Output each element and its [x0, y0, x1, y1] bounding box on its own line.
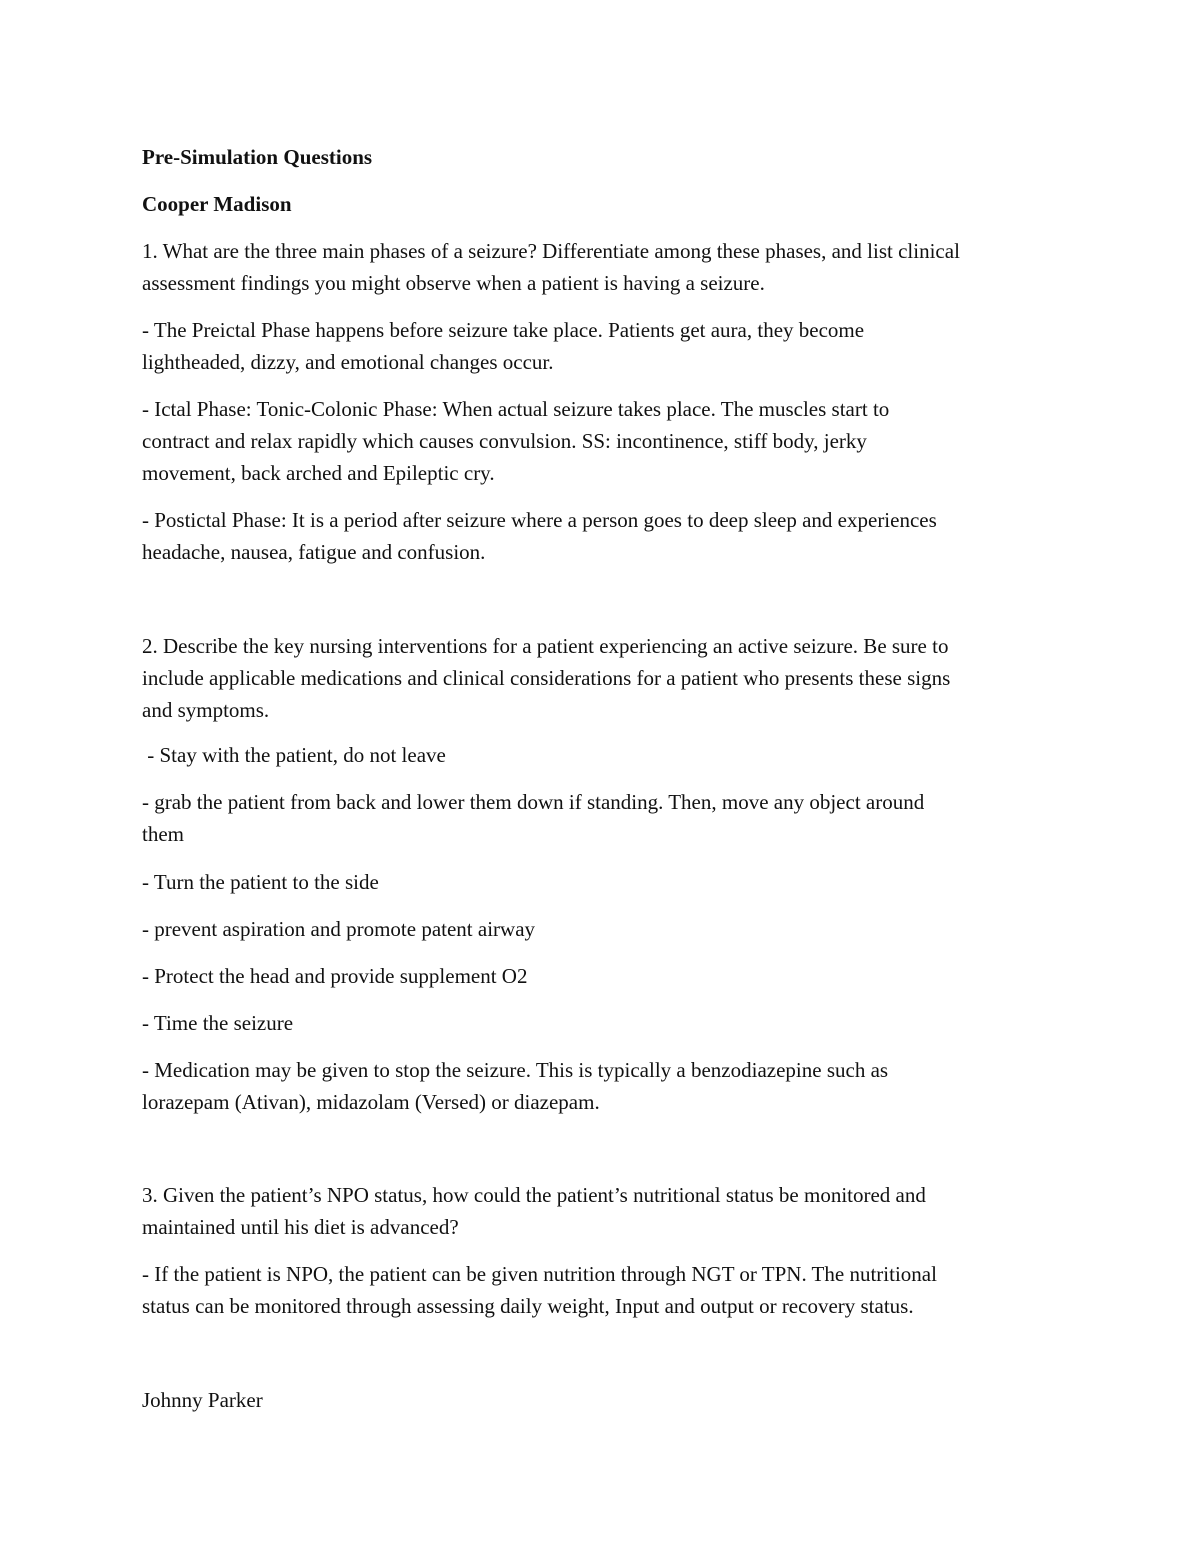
author-name: Cooper Madison: [142, 192, 292, 216]
answer-1-ictal-line-1: - Ictal Phase: Tonic-Colonic Phase: When actual seizure takes place. The muscles start to: [142, 397, 890, 421]
question-2-line-2: include applicable medications and clinical considerations for a patient who presents these signs: [142, 666, 951, 690]
answer-1-postictal-line-2: headache, nausea, fatigue and confusion.: [142, 540, 486, 564]
question-3-line-1: 3. Given the patient’s NPO status, how could the patient’s nutritional status be monitored and: [142, 1183, 926, 1207]
question-3-line-2: maintained until his diet is advanced?: [142, 1215, 459, 1239]
answer-2-item-2-line-1: - grab the patient from back and lower them down if standing. Then, move any object around: [142, 790, 925, 814]
footer-name: Johnny Parker: [142, 1388, 263, 1412]
answer-1-preictal-line-1: - The Preictal Phase happens before seizure take place. Patients get aura, they become: [142, 318, 865, 342]
question-1-line-2: assessment findings you might observe when a patient is having a seizure.: [142, 271, 765, 295]
question-1-line-1: 1. What are the three main phases of a seizure? Differentiate among these phases, and list clinical: [142, 239, 960, 263]
answer-3-line-2: status can be monitored through assessing daily weight, Input and output or recovery status.: [142, 1294, 914, 1318]
answer-2-item-1: - Stay with the patient, do not leave: [142, 743, 446, 767]
answer-2-item-4: - prevent aspiration and promote patent airway: [142, 917, 536, 941]
document-title: Pre-Simulation Questions: [142, 145, 373, 169]
answer-1-ictal-line-3: movement, back arched and Epileptic cry.: [142, 461, 495, 485]
answer-2-item-2-line-2: them: [142, 822, 184, 846]
answer-2-item-5: - Protect the head and provide supplement O2: [142, 964, 528, 988]
answer-1-ictal-line-2: contract and relax rapidly which causes convulsion. SS: incontinence, stiff body, jerky: [142, 429, 867, 453]
answer-1-preictal-line-2: lightheaded, dizzy, and emotional changes occur.: [142, 350, 554, 374]
answer-1-postictal-line-1: - Postictal Phase: It is a period after seizure where a person goes to deep sleep and experiences: [142, 508, 937, 532]
answer-3-line-1: - If the patient is NPO, the patient can be given nutrition through NGT or TPN. The nutritional: [142, 1262, 937, 1286]
answer-2-item-7-line-1: - Medication may be given to stop the seizure. This is typically a benzodiazepine such as: [142, 1058, 889, 1082]
answer-2-item-3: - Turn the patient to the side: [142, 870, 379, 894]
question-2-line-3: and symptoms.: [142, 698, 270, 722]
answer-2-item-7-line-2: lorazepam (Ativan), midazolam (Versed) or diazepam.: [142, 1090, 600, 1114]
question-2-line-1: 2. Describe the key nursing interventions for a patient experiencing an active seizure. Be sure to: [142, 634, 949, 658]
answer-2-item-6: - Time the seizure: [142, 1011, 294, 1035]
